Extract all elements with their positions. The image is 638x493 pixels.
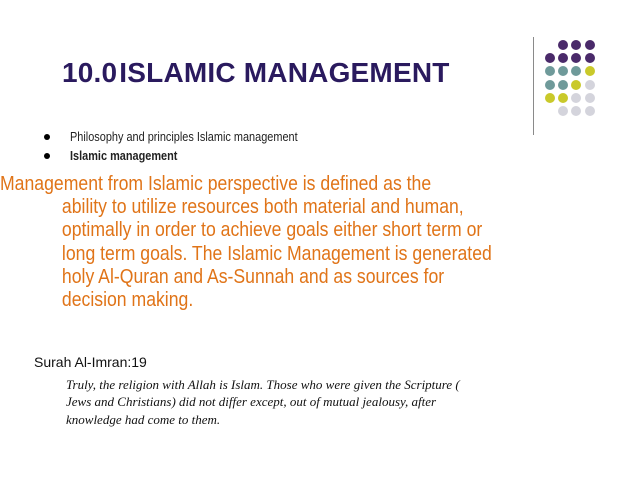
divider-line	[533, 37, 534, 135]
decorative-dot	[558, 53, 568, 63]
title-number: 10.0	[62, 57, 118, 88]
quote-line: knowledge had come to them.	[66, 411, 221, 427]
decorative-dot	[545, 53, 555, 63]
decorative-dot	[558, 40, 568, 50]
decorative-dot	[558, 66, 568, 76]
surah-reference: Surah Al-Imran:19	[34, 354, 147, 370]
decorative-dot	[558, 106, 568, 116]
quote-line: Truly, the religion with Allah is Islam. Those who were given the Scripture (	[66, 377, 460, 392]
bullet-text: Philosophy and principles Islamic management	[70, 129, 298, 144]
decorative-dot	[558, 80, 568, 90]
title-text: ISLAMIC MANAGEMENT	[119, 57, 450, 88]
bullet-text: Islamic management	[70, 148, 178, 163]
quote-block	[66, 376, 566, 428]
decorative-dot	[545, 93, 555, 103]
paragraph-line: holy Al-Quran and As-Sunnah and as sources for	[61, 264, 445, 288]
decorative-dot	[571, 93, 581, 103]
decorative-dot	[585, 93, 595, 103]
bullet-item	[42, 146, 562, 165]
decorative-dot	[571, 40, 581, 50]
bullet-dot-icon	[44, 134, 50, 140]
decorative-dot	[585, 80, 595, 90]
paragraph-line: optimally in order to achieve goals either short term or	[61, 218, 483, 242]
bullet-list	[42, 127, 562, 165]
paragraph-line: ability to utilize resources both material and human,	[61, 195, 464, 219]
paragraph-line: Management from Islamic perspective is defined as the	[0, 172, 432, 195]
paragraph-line: decision making.	[61, 288, 194, 312]
bullet-item	[42, 127, 562, 146]
bullet-dot-icon	[44, 153, 50, 159]
paragraph-line: long term goals. The Islamic Management is generated	[61, 241, 492, 265]
quote-line: Jews and Christians) did not differ except, out of mutual jealousy, after	[66, 394, 437, 410]
decorative-dot	[585, 106, 595, 116]
decorative-dot	[571, 53, 581, 63]
decorative-dot	[545, 80, 555, 90]
decorative-dot	[571, 66, 581, 76]
definition-paragraph	[0, 172, 560, 311]
decorative-dot-grid	[545, 40, 635, 122]
page-title	[62, 57, 450, 89]
decorative-dot	[585, 53, 595, 63]
decorative-dot	[545, 66, 555, 76]
decorative-dot	[585, 40, 595, 50]
decorative-dot	[558, 93, 568, 103]
decorative-dot	[571, 80, 581, 90]
decorative-dot	[585, 66, 595, 76]
decorative-dot	[571, 106, 581, 116]
